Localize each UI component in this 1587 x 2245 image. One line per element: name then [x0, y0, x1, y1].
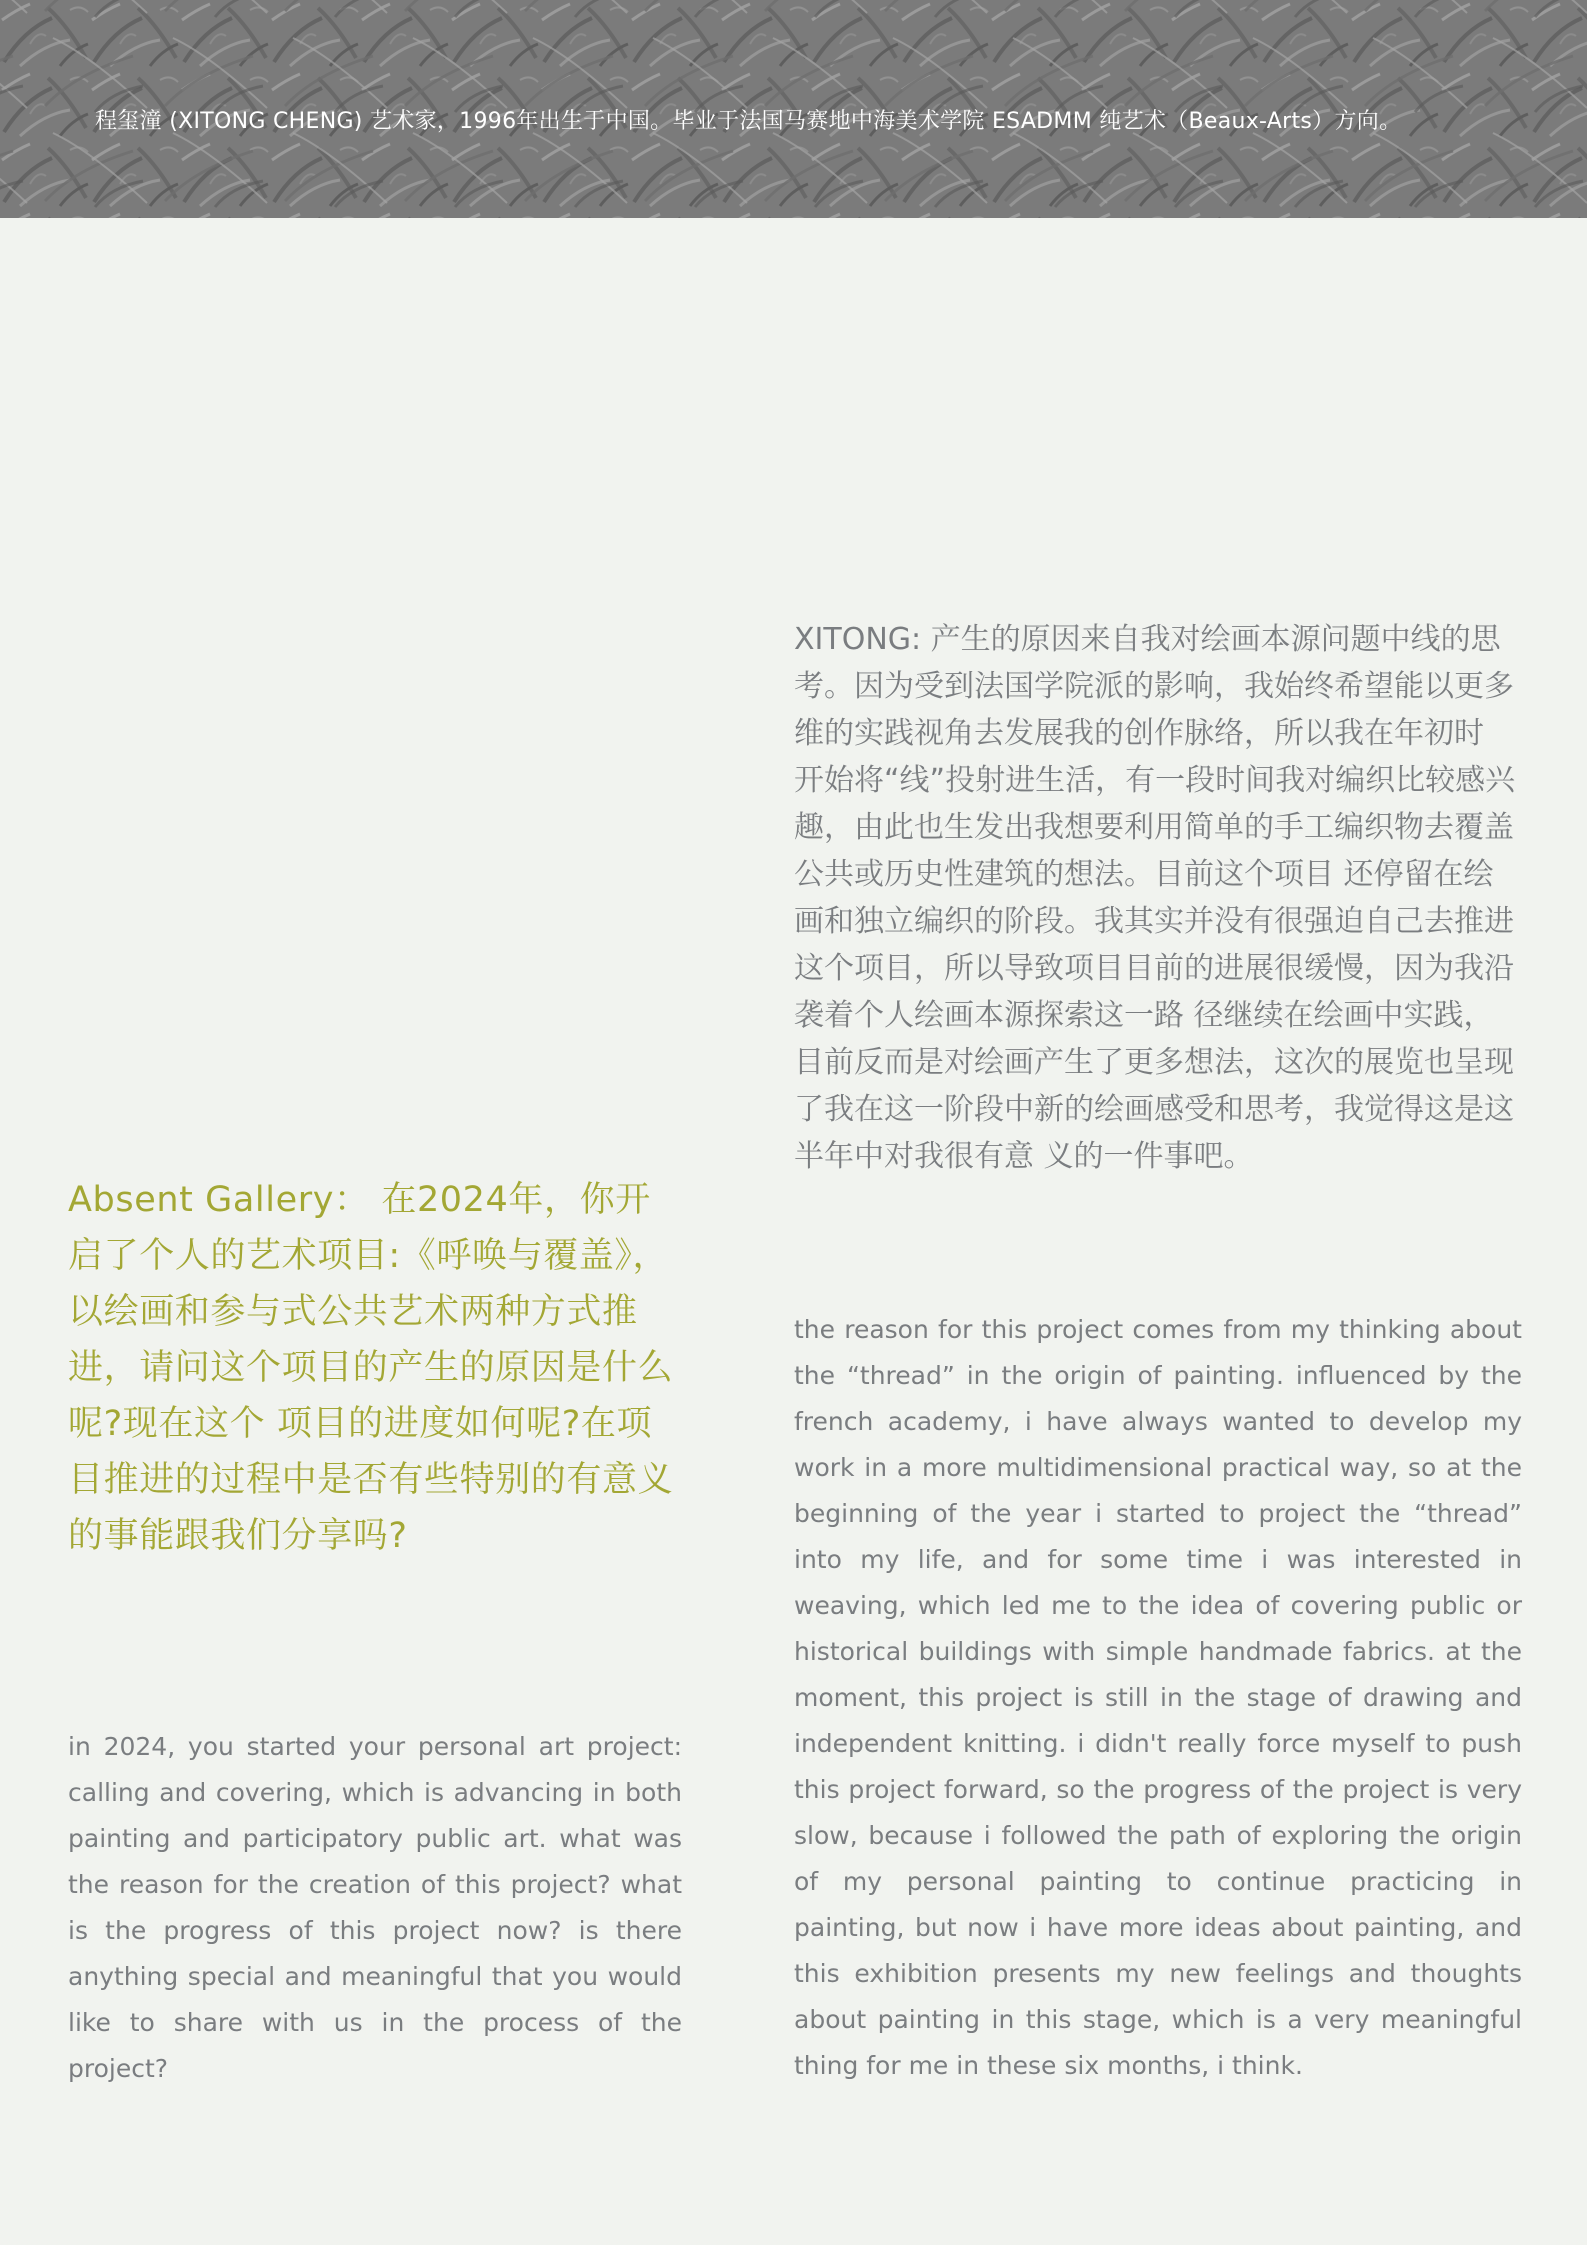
interview-answer-chinese: XITONG: 产生的原因来自我对绘画本源问题中线的思考。因为受到法国学院派的影响，我始终希望能以更多维的实践视角去发展我的创作脉络，所以我在年初时 开始将“线”投射进生活，有一段时间我对编织比较感兴趣，由此也生发出我想要利用简单的手工编织物去覆盖公共或历史性建筑的想法。目前这个项目 还停留在绘画和独立编织的阶段。我其实并没有很强迫自己去推进这个项目，所以导致项目目前的进展很缓慢，因为我沿袭着个人绘画本源探索这一路 径继续在绘画中实践，目前反而是对绘画产生了更多想法，这次的展览也呈现了我在这一阶段中新的绘画感受和思考，我觉得这是这半年中对我很有意 义的一件事吧。	[794, 622, 1516, 1174]
header-banner	[0, 0, 1587, 218]
interview-question-chinese: Absent Gallery： 在2024年，你开启了个人的艺术项目:《呼唤与覆盖》，以绘画和参与式公共艺术两种方式推进，请问这个项目的产生的原因是什么呢?现在这个 项目的进度如何呢?在项目推进的过程中是否有些特别的有意义的事能跟我们分享吗?	[68, 1180, 674, 1556]
interview-question-english: in 2024, you started your personal art project: calling and covering, which is advancing in both painting and participatory public art. what was the reason for the creation of this project? what is the progress of this project now? is there anything special and meaningful that you would like to share with us in the process of the project?	[68, 1732, 682, 2083]
interview-answer-english: the reason for this project comes from my thinking about the “thread” in the origin of painting. influenced by the french academy, i have always wanted to develop my work in a more multidimensional practical way, so at the beginning of the year i started to project the “thread” into my life, and for some time i was interested in weaving, which led me to the idea of covering public or historical buildings with simple handmade fabrics. at the moment, this project is still in the stage of drawing and independent knitting. i didn't really force myself to push this project forward, so the progress of the project is very slow, because i followed the path of exploring the origin of my personal painting to continue practicing in painting, but now i have more ideas about painting, and this exhibition presents my new feelings and thoughts about painting in this stage, which is a very meaningful thing for me in these six months, i think.	[794, 1315, 1522, 2080]
artist-bio-caption: 程玺潼 (XITONG CHENG) 艺术家，1996年出生于中国。毕业于法国马赛地中海美术学院 ESADMM 纯艺术（Beaux-Arts）方向。	[95, 109, 1402, 134]
